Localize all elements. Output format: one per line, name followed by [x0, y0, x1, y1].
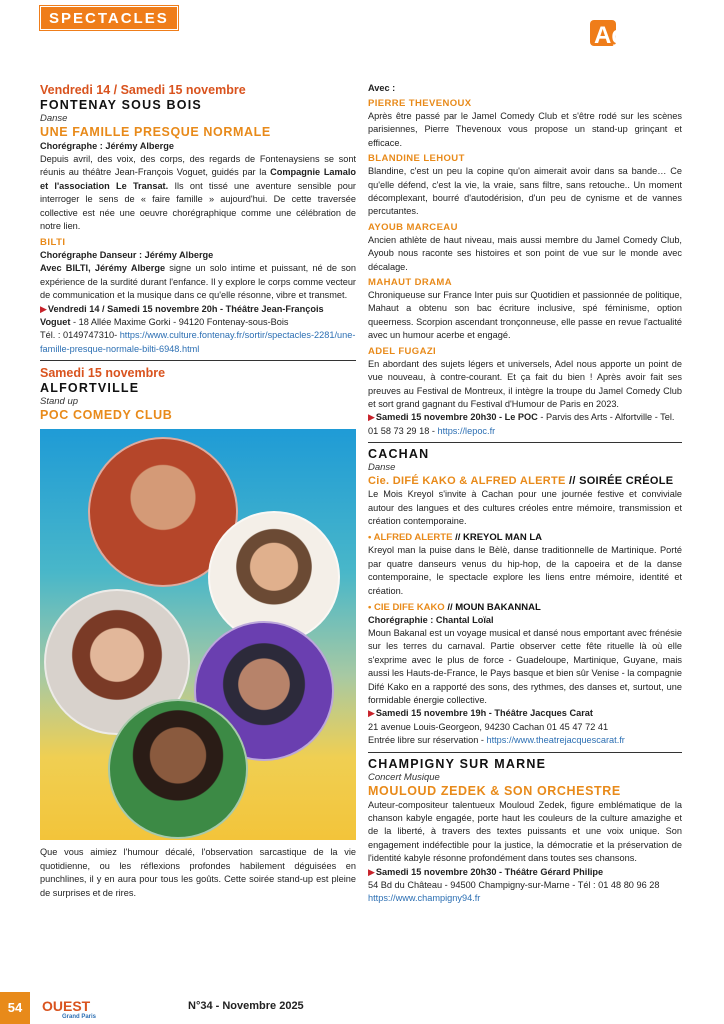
arrow-icon: ▶	[368, 412, 375, 423]
agenda-logo-text: Agenda	[594, 22, 683, 49]
event-date: Samedi 15 novembre	[40, 366, 166, 381]
event-genre: Stand up	[40, 396, 79, 408]
artist-bio: En abordant des sujets légers et universels, Adel nous apporte un point de vue nouveau, à contre-courant. Et ça fait du bien ! Après avoir fait ses preuves au Festival de Montreux, il intègre la troupe du Jamel Comedy Club et sort grand gagnant du Festival d'Humour de Paris en 2023.	[368, 358, 682, 409]
artist-bio: Après être passé par le Jamel Comedy Club et s'être rodé sur les scènes parisiennes, Pierre Thevenoux vous propose un stand-up grinçant et efficace.	[368, 111, 682, 148]
agenda-logo	[590, 16, 686, 50]
artist-name: BLANDINE LEHOUT	[368, 153, 465, 165]
event-description: Depuis avril, des voix, des corps, des regards de Fontenaysiens se sont réunis au théâtre Jean-François Voguet, guidés par la Compagnie Lamalo et l'association Le Transat. Ils ont tissé une aventure sensible pour interroger le sens de « faire famille » aujourd'hui. De cette traversée collective est née une oeuvre chorégraphique comme une célébration de notre lien.	[40, 154, 356, 232]
sub-show-description: Avec BILTI, Jérémy Alberge signe un solo intime et puissant, né de son expérience de la surdité durant l'enfance. Il y explore le corps comme vecteur de communication et la musique dans ce qu'elle résonne, vibre et transmet.	[40, 263, 356, 301]
choreographer-credit: Chorégraphe : Jérémy Alberge	[40, 141, 174, 151]
event-link[interactable]: https://www.culture.fontenay.fr/sortir/spectacles-2281/une-famille-presque-normale-bilti-6948.html	[40, 330, 356, 354]
magazine-logo	[40, 996, 120, 1020]
page-footer	[0, 992, 724, 1024]
comedians-photo	[40, 429, 356, 840]
practical-info: ▶Samedi 15 novembre 19h - Théâtre Jacques Carat 21 avenue Louis-Georgeon, 94230 Cachan 01 45 47 72 41 Entrée libre sur réservation - https://www.theatrejacquescarat.fr	[368, 708, 625, 746]
arrow-icon: ▶	[40, 303, 47, 314]
sub-show-credit: Chorégraphe Danseur : Jérémy Alberge	[40, 250, 214, 261]
event-link[interactable]: https://lepoc.fr	[437, 425, 496, 436]
event-city: ALFORTVILLE	[40, 381, 140, 396]
issue-info: N°34 - Novembre 2025	[188, 1000, 304, 1012]
divider	[40, 360, 356, 361]
page-number: 54	[0, 992, 30, 1024]
choreographer-credit: Chorégraphie : Chantal Loïal	[368, 614, 494, 625]
event-genre: Danse	[368, 462, 396, 474]
sub-show-description: Moun Bakanal est un voyage musical et dansé nous emportant avec frénésie sur les terres du carnaval. Partie observer cette fête rituelle là où elle s'exprime avec le plus de force - Guadeloupe, Martinique, Guyane, mais aussi les Hauts-de-France, le Pays basque et bien sûr Venise - la compagnie Difé Kako en a rapporté des sons, des rythmes, des danses et, surtout, une formidable énergie collective.	[368, 627, 682, 705]
event-city: CACHAN	[368, 447, 430, 462]
practical-info: ▶Samedi 15 novembre 20h30 - Théâtre Gérard Philipe 54 Bd du Château - 94500 Champigny-sur-Marne - Tél : 01 48 80 96 28 https://www.champigny94.fr	[368, 866, 660, 904]
arrow-icon: ▶	[368, 708, 375, 719]
comedian-portrait	[108, 699, 248, 839]
event-caption: Que vous aimiez l'humour décalé, l'observation sarcastique de la vie quotidienne, ou les réflexions profondes habilement déguisées en punchlines, il y en aura pour tous les goûts. Cette soirée stand-up est pleine de surprises et de rires.	[40, 847, 356, 898]
divider	[368, 442, 682, 443]
artist-name: AYOUB MARCEAU	[368, 221, 458, 233]
event-city: CHAMPIGNY SUR MARNE	[368, 756, 547, 771]
arrow-icon: ▶	[368, 866, 375, 877]
sub-show-title: • CIE DIFE KAKO // MOUN BAKANNAL	[368, 601, 541, 613]
artist-bio: Ancien athlète de haut niveau, mais aussi membre du Jamel Comedy Club, Ayoub nous raconte ses histoires et son point de vue sur le monde avec décalage.	[368, 234, 682, 272]
event-description: Auteur-compositeur talentueux Mouloud Zedek, figure emblématique de la chanson kabyle engagée, porte haut les couleurs de la culture amazighe et de la liberté, à travers des textes puissants et une voix unique. Son engagement indéfectible pour la justice, la démocratie et la préservation de l'identité kabyle résonne profondément dans toutes ses chansons.	[368, 799, 682, 864]
show-title: UNE FAMILLE PRESQUE NORMALE	[40, 125, 271, 139]
divider	[368, 752, 682, 753]
artist-name: ADEL FUGAZI	[368, 345, 437, 357]
event-link[interactable]: https://www.theatrejacquescarat.fr	[486, 735, 625, 746]
event-genre: Danse	[40, 113, 68, 124]
event-link[interactable]: https://www.champigny94.fr	[368, 893, 481, 904]
magazine-logo-sub: Grand Paris	[62, 1014, 97, 1020]
event-date: Vendredi 14 / Samedi 15 novembre	[40, 83, 246, 97]
right-column	[368, 82, 682, 906]
cast-label: Avec :	[368, 83, 396, 93]
magazine-logo-text: OUEST	[42, 998, 91, 1014]
artist-name: PIERRE THEVENOUX	[368, 98, 472, 109]
sub-show-description: Kreyol man la puise dans le Bèlè, danse traditionnelle de Martinique. Porté par quatre danseurs venus du hip-hop, de la capoeira et de la danse contemporaine, le spectacle explore les liens entre mémoire, identité et création.	[368, 545, 682, 596]
sub-show-title: BILTI	[40, 237, 66, 249]
show-title: Cie. DIFÉ KAKO & ALFRED ALERTE // SOIRÉE CRÉOLE	[368, 475, 674, 488]
show-title: MOULOUD ZEDEK & SON ORCHESTRE	[368, 783, 621, 798]
show-title: POC COMEDY CLUB	[40, 408, 173, 423]
artist-name: MAHAUT DRAMA	[368, 277, 452, 289]
event-description: Le Mois Kreyol s'invite à Cachan pour une journée festive et conviviale autour des langues et des cultures créoles entre mémoire, transmission et création contemporaine.	[368, 489, 682, 526]
left-column	[40, 82, 356, 900]
artist-bio: Chroniqueuse sur France Inter puis sur Quotidien et passionnée de politique, Mahaut a obtenu son bac écriture inclusive, spé féminisme, option queerness. Scorpion ascendant tronçonneuse, elle passe en revue l'actualité avec un humour acerbe et engagé.	[368, 290, 682, 341]
event-city: FONTENAY SOUS BOIS	[40, 98, 202, 112]
artist-bio: Blandine, c'est un peu la copine qu'on aimerait avoir dans sa bande… Ce qu'elle défend, c'est la vie, la vraie, sans filtre, sans retouche.. Un moment décomplexant, bourré d'autodérision, d'un peu de cynisme et de vannes percutantes.	[368, 166, 682, 217]
event-genre: Concert Musique	[368, 771, 440, 783]
practical-info: ▶Vendredi 14 / Samedi 15 novembre 20h - Théâtre Jean-François Voguet - 18 Allée Maxime Gorki - 94120 Fontenay-sous-Bois Tél. : 0149747310- https://www.culture.fontenay.fr/sortir/spectacles-2281/une-famille-presque-normale-bilti-6948.html	[40, 303, 356, 354]
sub-show-title: • ALFRED ALERTE // KREYOL MAN LA	[368, 532, 542, 544]
section-label: SPECTACLES	[40, 6, 178, 30]
practical-info: ▶Samedi 15 novembre 20h30 - Le POC - Parvis des Arts - Alfortville - Tel. 01 58 73 29 18 - https://lepoc.fr	[368, 412, 675, 436]
